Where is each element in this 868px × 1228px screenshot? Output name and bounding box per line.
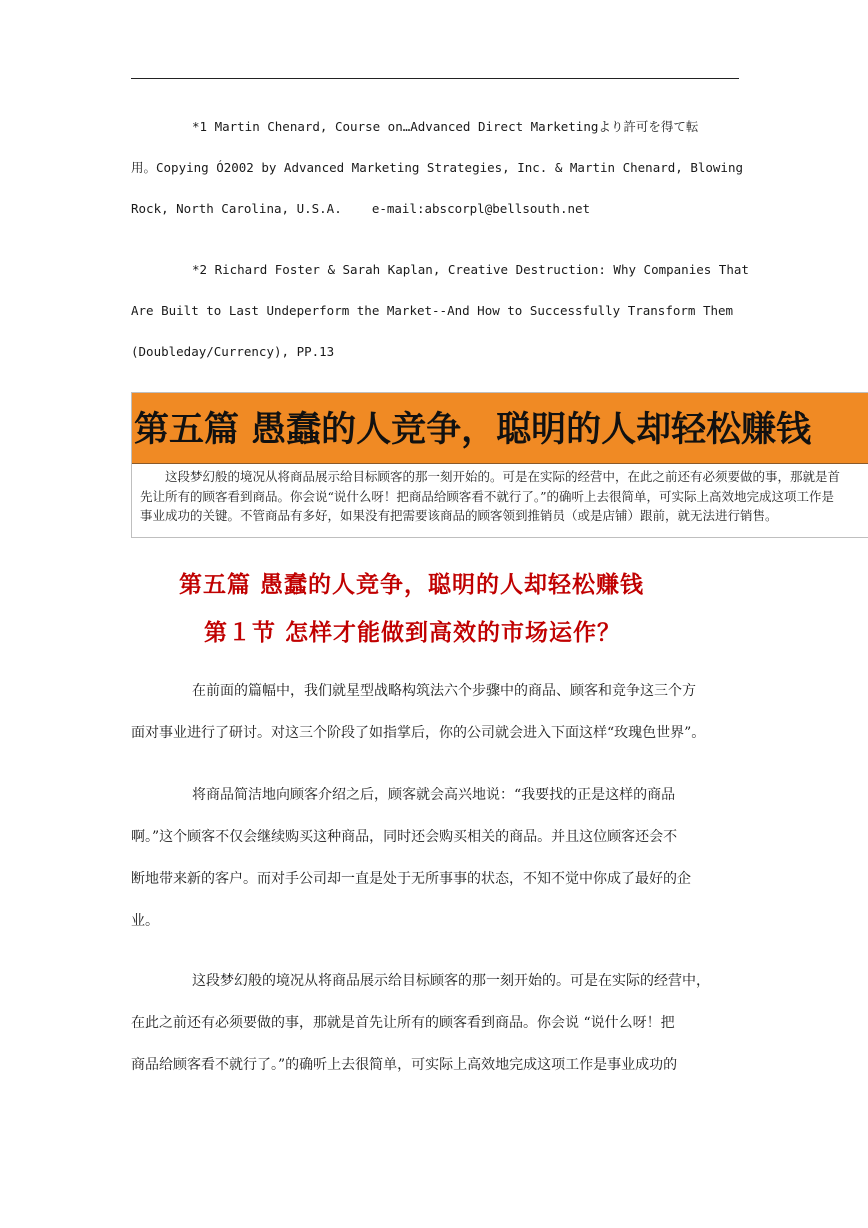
paragraph-line: 业。	[131, 913, 159, 929]
banner-summary-line: 这段梦幻般的境况从将商品展示给目标顾客的那一刻开始的。可是在实际的经营中，在此之前还有必须要做的事，那就是首	[165, 469, 841, 484]
paragraph-2	[131, 774, 771, 942]
paragraph-line: 这段梦幻般的境况从将商品展示给目标顾客的那一刻开始的。可是在实际的经营中，	[192, 973, 710, 989]
paragraph-line: 在此之前还有必须要做的事，那就是首先让所有的顾客看到商品。你会说 “说什么呀！把	[131, 1015, 675, 1031]
footnote-1-line: *1 Martin Chenard, Course on…Advanced Direct Marketingより許可を得て転	[192, 119, 699, 134]
paragraph-line: 商品给顾客看不就行了。”的确听上去很简单，可实际上高效地完成这项工作是事业成功的	[131, 1057, 678, 1073]
footnote-2-line: *2 Richard Foster & Sarah Kaplan, Creative Destruction: Why Companies That	[192, 262, 749, 277]
paragraph-3	[131, 960, 771, 1086]
footnote-2-line: Are Built to Last Undeperform the Market--And How to Successfully Transform Them	[131, 303, 734, 318]
banner-summary-line: 先让所有的顾客看到商品。你会说“说什么呀！把商品给顾客看不就行了。”的确听上去很简单，可实际上高效地完成这项工作是	[140, 488, 835, 504]
banner-summary	[132, 464, 868, 526]
header-rule	[131, 78, 739, 79]
paragraph-1	[131, 670, 771, 754]
paragraph-line: 面对事业进行了研讨。对这三个阶段了如指掌后，你的公司就会进入下面这样“玫瑰色世界”。	[131, 725, 706, 741]
part-heading: 第五篇 愚蠢的人竞争，聪明的人却轻松赚钱	[179, 571, 645, 598]
paragraph-line: 在前面的篇幅中，我们就星型战略构筑法六个步骤中的商品、顾客和竞争这三个方	[192, 683, 696, 699]
section-heading: 第１节 怎样才能做到高效的市场运作？	[204, 619, 622, 646]
footnote-1-line: Rock, North Carolina, U.S.A. e-mail:abscorpl@bellsouth.net	[131, 201, 591, 216]
chapter-banner	[131, 392, 868, 538]
paragraph-line: 啊。”这个顾客不仅会继续购买这种商品，同时还会购买相关的商品。并且这位顾客还会不	[131, 829, 678, 845]
banner-title: 第五篇 愚蠢的人竞争，聪明的人却轻松赚钱	[132, 393, 868, 464]
footnote-2-line: (Doubleday/Currency), PP.13	[131, 344, 335, 359]
paragraph-line: 断地带来新的客户。而对手公司却一直是处于无所事事的状态，不知不觉中你成了最好的企	[131, 871, 691, 887]
paragraph-line: 将商品简洁地向顾客介绍之后，顾客就会高兴地说：“我要找的正是这样的商品	[192, 787, 676, 803]
banner-summary-line: 事业成功的关键。不管商品有多好，如果没有把需要该商品的顾客领到推销员（或是店铺）跟前，就无法进行销售。	[140, 508, 778, 523]
footnote-2	[131, 249, 771, 372]
footnote-1	[131, 106, 771, 229]
footnote-1-line: 用。Copying Ó2002 by Advanced Marketing Strategies, Inc. & Martin Chenard, Blowing	[131, 160, 743, 175]
